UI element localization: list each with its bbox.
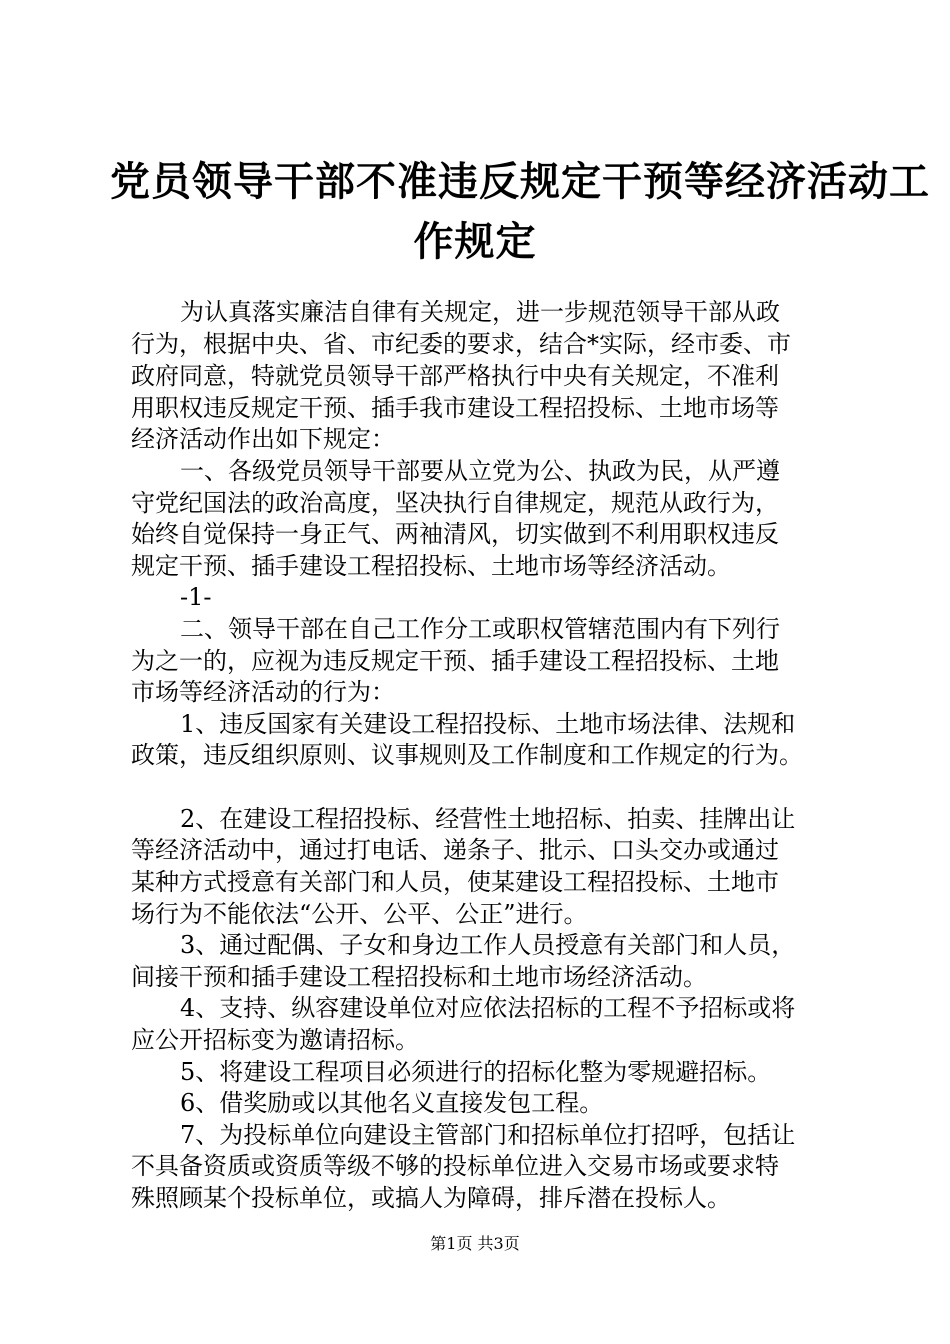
item-2-line-2: 等经济活动中，通过打电话、递条子、批示、口头交办或通过	[131, 836, 779, 864]
item-4-line-2: 应公开招标变为邀请招标。	[131, 1026, 419, 1054]
item-7-line-3: 殊照顾某个投标单位，或搞人为障碍，排斥潜在投标人。	[131, 1184, 731, 1212]
inline-page-number: -1-	[180, 583, 212, 611]
page-footer: 第1页 共3页	[430, 1234, 520, 1253]
paragraph-2-line-3: 市场等经济活动的行为：	[131, 678, 395, 706]
item-6-line-1: 6、借奖励或以其他名义直接发包工程。	[180, 1089, 604, 1117]
paragraph-intro-line-3: 政府同意，特就党员领导干部严格执行中央有关规定，不准利	[131, 362, 779, 390]
paragraph-intro-line-1: 为认真落实廉洁自律有关规定，进一步规范领导干部从政	[180, 298, 780, 326]
paragraph-2-line-1: 二、领导干部在自己工作分工或职权管辖范围内有下列行	[180, 615, 780, 643]
item-2-line-3: 某种方式授意有关部门和人员，使某建设工程招投标、土地市	[131, 868, 779, 896]
item-1-line-2: 政策，违反组织原则、议事规则及工作制度和工作规定的行为。	[131, 741, 803, 769]
item-1-line-1: 1、违反国家有关建设工程招投标、土地市场法律、法规和	[180, 710, 796, 738]
item-5-line-1: 5、将建设工程项目必须进行的招标化整为零规避招标。	[180, 1058, 772, 1086]
item-3-line-1: 3、通过配偶、子女和身边工作人员授意有关部门和人员，	[180, 931, 796, 959]
paragraph-intro-line-4: 用职权违反规定干预、插手我市建设工程招投标、土地市场等	[131, 394, 779, 422]
paragraph-intro-line-2: 行为，根据中央、省、市纪委的要求，结合*实际，经市委、市	[131, 330, 791, 358]
paragraph-1-line-4: 规定干预、插手建设工程招投标、土地市场等经济活动。	[131, 552, 731, 580]
paragraph-intro-line-5: 经济活动作出如下规定：	[131, 425, 395, 453]
item-2-line-1: 2、在建设工程招投标、经营性土地招标、拍卖、挂牌出让	[180, 805, 796, 833]
paragraph-2-line-2: 为之一的，应视为违反规定干预、插手建设工程招投标、土地	[131, 647, 779, 675]
item-3-line-2: 间接干预和插手建设工程招投标和土地市场经济活动。	[131, 963, 707, 991]
item-2-line-4: 场行为不能依法“公开、公平、公正”进行。	[131, 900, 588, 928]
item-7-line-1: 7、为投标单位向建设主管部门和招标单位打招呼，包括让	[180, 1121, 796, 1149]
document-title-line-1: 党员领导干部不准违反规定干预等经济活动工	[110, 158, 930, 205]
document-title-line-2: 作规定	[413, 218, 537, 265]
paragraph-1-line-2: 守党纪国法的政治高度，坚决执行自律规定，规范从政行为，	[131, 489, 779, 517]
paragraph-1-line-1: 一、各级党员领导干部要从立党为公、执政为民，从严遵	[180, 457, 780, 485]
item-7-line-2: 不具备资质或资质等级不够的投标单位进入交易市场或要求特	[131, 1152, 779, 1180]
paragraph-1-line-3: 始终自觉保持一身正气、两袖清风，切实做到不利用职权违反	[131, 520, 779, 548]
item-4-line-1: 4、支持、纵容建设单位对应依法招标的工程不予招标或将	[180, 994, 796, 1022]
